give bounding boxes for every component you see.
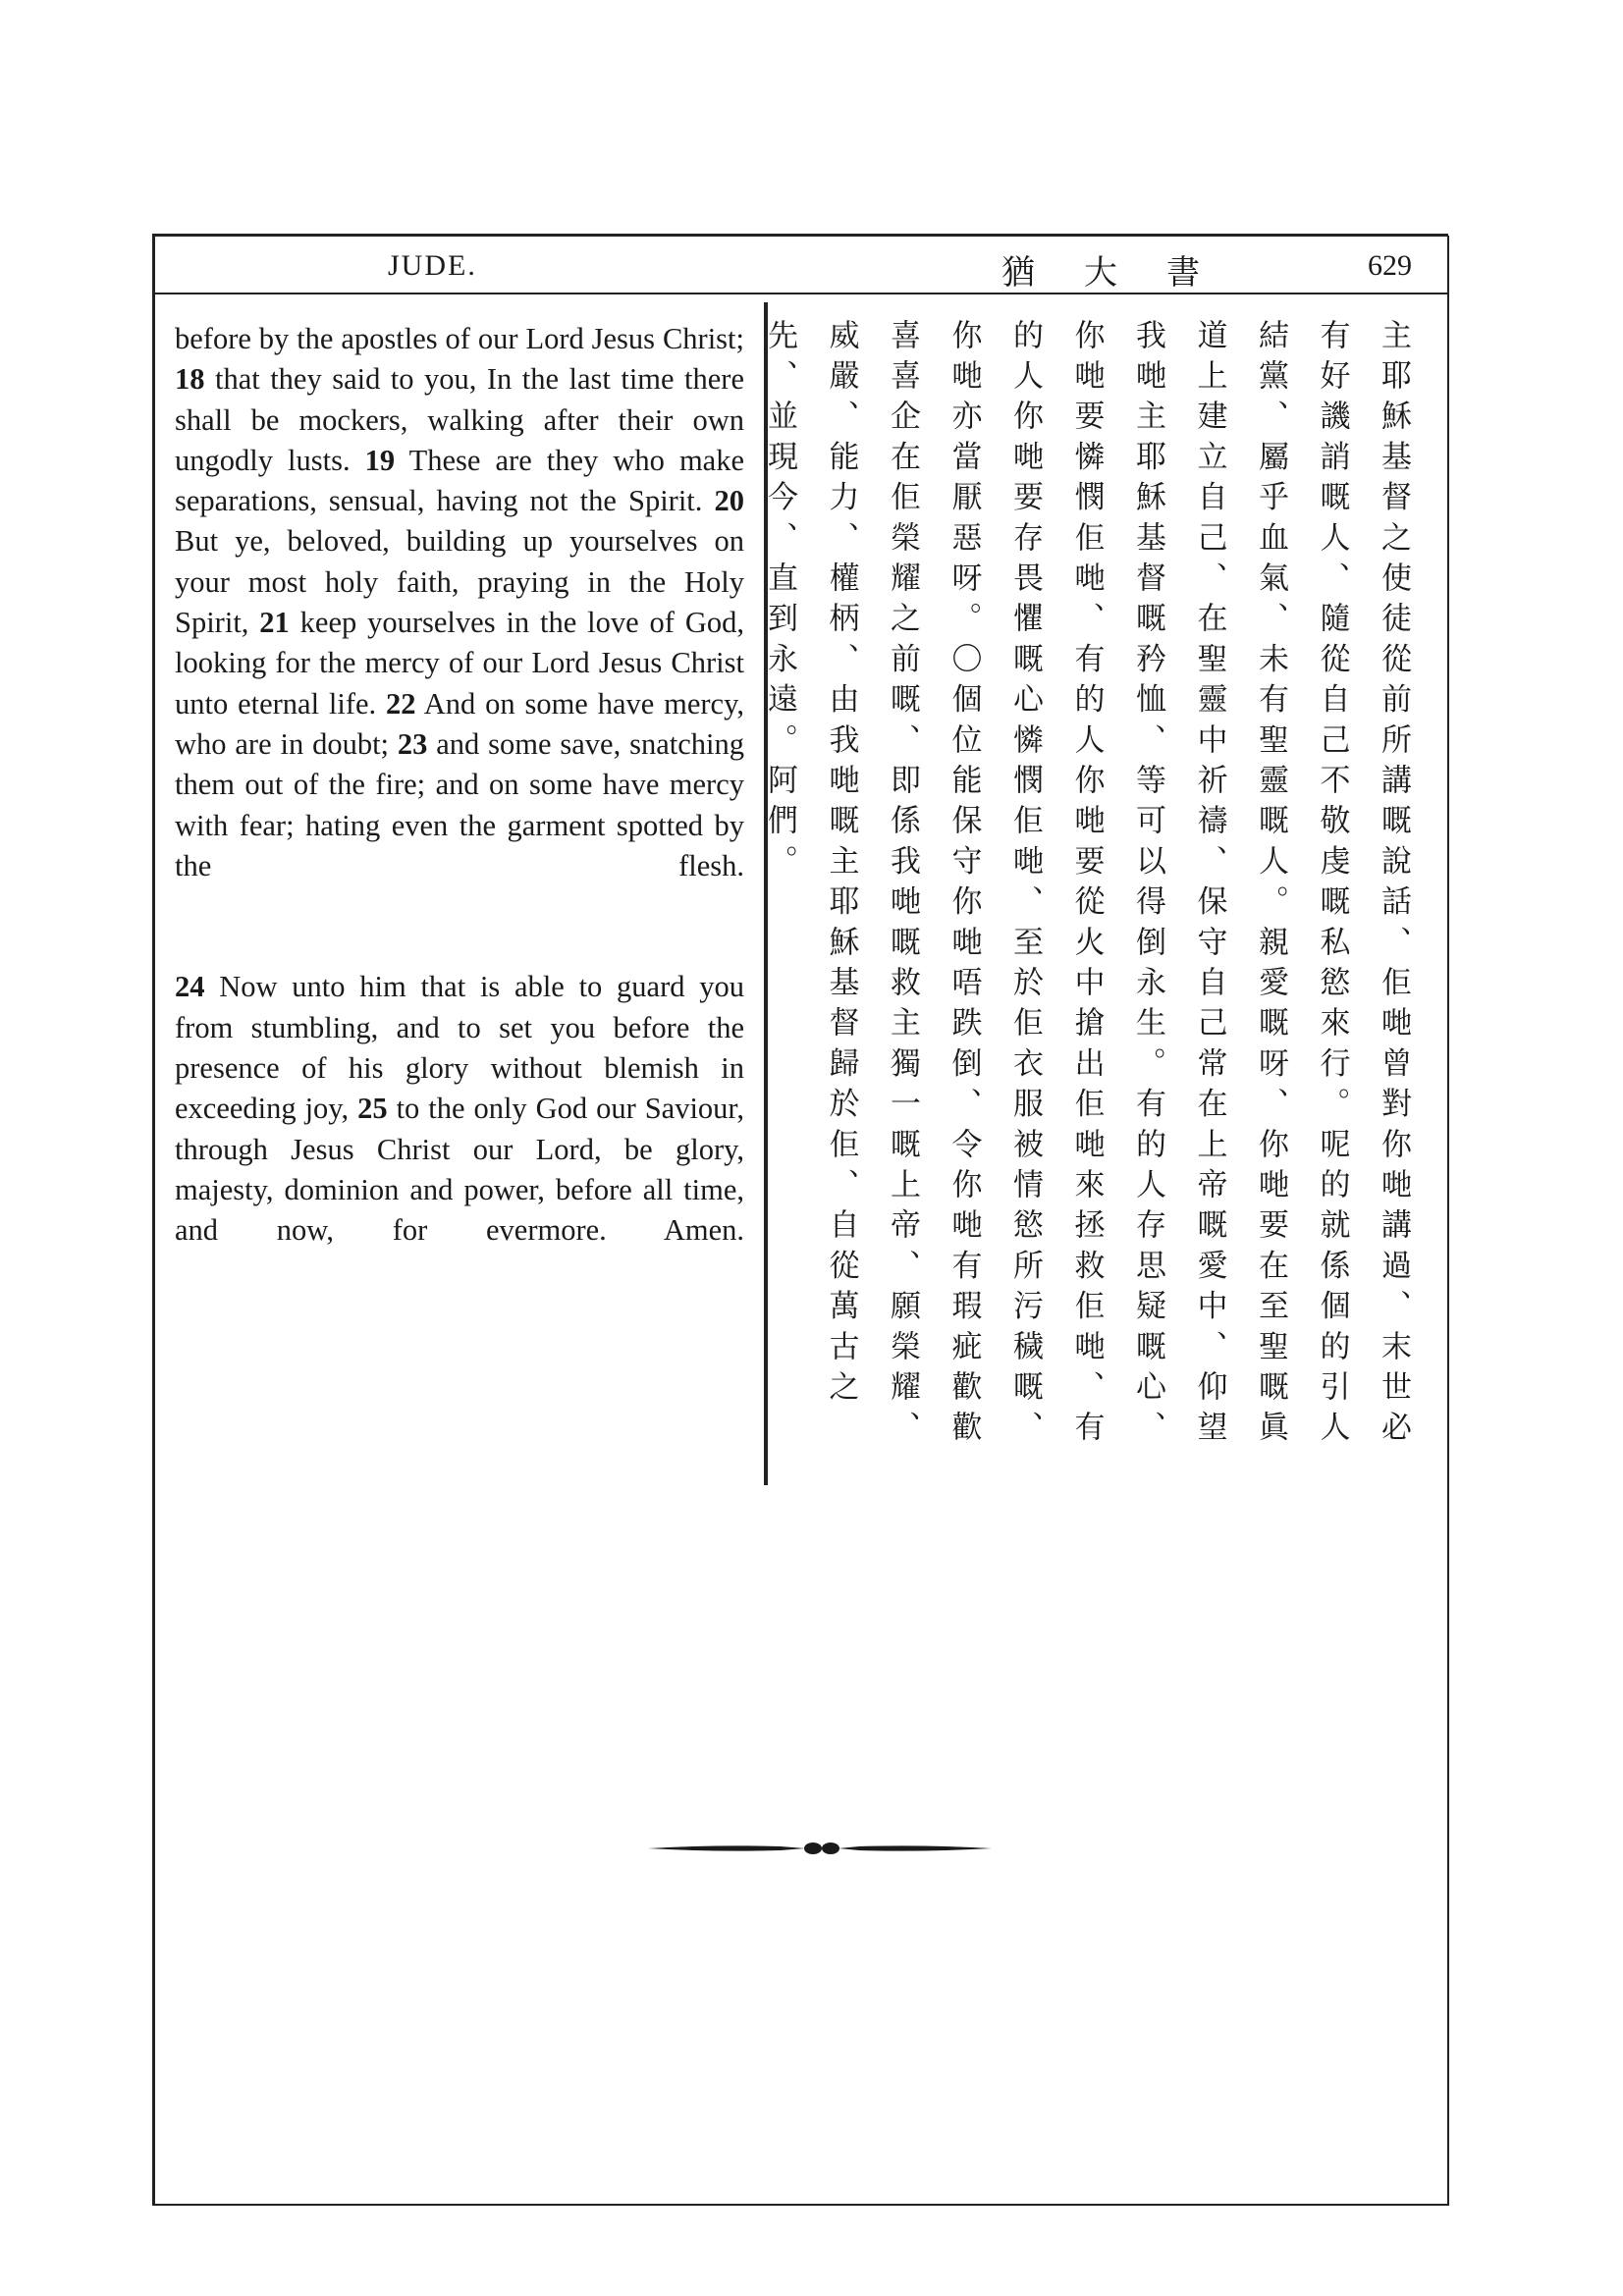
ornament-divider <box>648 1836 992 1861</box>
verse-number: 21 <box>259 606 290 640</box>
verse-number: 19 <box>364 443 396 477</box>
header-book-english: JUDE. <box>388 249 477 282</box>
verse-number: 20 <box>714 484 744 518</box>
verse-text: And on some have mercy, who are in doubt; <box>175 686 744 761</box>
verse-text: keep yourselves in the love of God, looking for the mercy of our Lord Jesus Christ unto eternal life. <box>175 606 744 721</box>
header-book-chinese: 猶大書 <box>1001 253 1249 293</box>
verse-text: These are they who make separations, sensual, having not the Spirit. <box>175 443 744 518</box>
verse-text: But ye, beloved, building up yourselves on your most holy faith, praying in the Holy Spirit, <box>175 524 744 640</box>
verse-text: Now unto him that is able to guard you from stumbling, and to set you before the presence of his glory without blemish in exceeding joy, <box>175 970 744 1126</box>
english-column <box>175 319 744 1292</box>
header-rule <box>152 293 1448 294</box>
verse-text: and some save, snatching them out of the fire; and on some have mercy with fear; hating even the garment spotted by the flesh. <box>175 726 744 882</box>
verse-text: that they said to you, In the last time there shall be mockers, walking after their own ungodly lusts. <box>175 362 744 477</box>
english-paragraph-1 <box>175 319 744 927</box>
chinese-column: 主耶穌基督之使徒從前所講嘅說話、佢哋曾對你哋講過、末世必有好譏誚嘅人、隨從自己不敬虔嘅私慾來行。呢的就係個的引人結黨、屬乎血氣、未有聖靈嘅人。親愛嘅呀、你哋要在至聖嘅眞道上建立自己、在聖靈中祈禱、保守自己常在上帝嘅愛中、仰望我哋主耶穌基督嘅矜恤、等可以得倒永生。有的人存思疑嘅心、你哋要憐憫佢哋、有的人你哋要從火中搶出佢哋來拯救佢哋、有的人你哋要存畏懼嘅心憐憫佢哋、至於佢衣服被情慾所污穢嘅、你哋亦當厭惡呀。〇個位能保守你哋唔跌倒、令你哋有瑕疵歡歡喜喜企在佢榮耀之前嘅、即係我哋嘅救主獨一嘅上帝、願榮耀、威嚴、能力、權柄、由我哋嘅主耶穌基督歸於佢、自從萬古之先、並現今、直到永遠。阿們。 <box>762 319 1411 1452</box>
page-number: 629 <box>1368 249 1412 282</box>
english-paragraph-2 <box>175 967 744 1291</box>
verse-number: 24 <box>175 970 205 1004</box>
verse-text: to the only God our Saviour, through Jesus Christ our Lord, be glory, majesty, dominion and power, before all time, and now, for evermore. Amen. <box>175 1092 744 1248</box>
verse-text: before by the apostles of our Lord Jesus Christ; <box>175 322 744 355</box>
verse-number: 18 <box>175 362 205 397</box>
verse-number: 25 <box>357 1092 388 1126</box>
verse-number: 22 <box>386 686 416 721</box>
verse-number: 23 <box>397 726 428 761</box>
